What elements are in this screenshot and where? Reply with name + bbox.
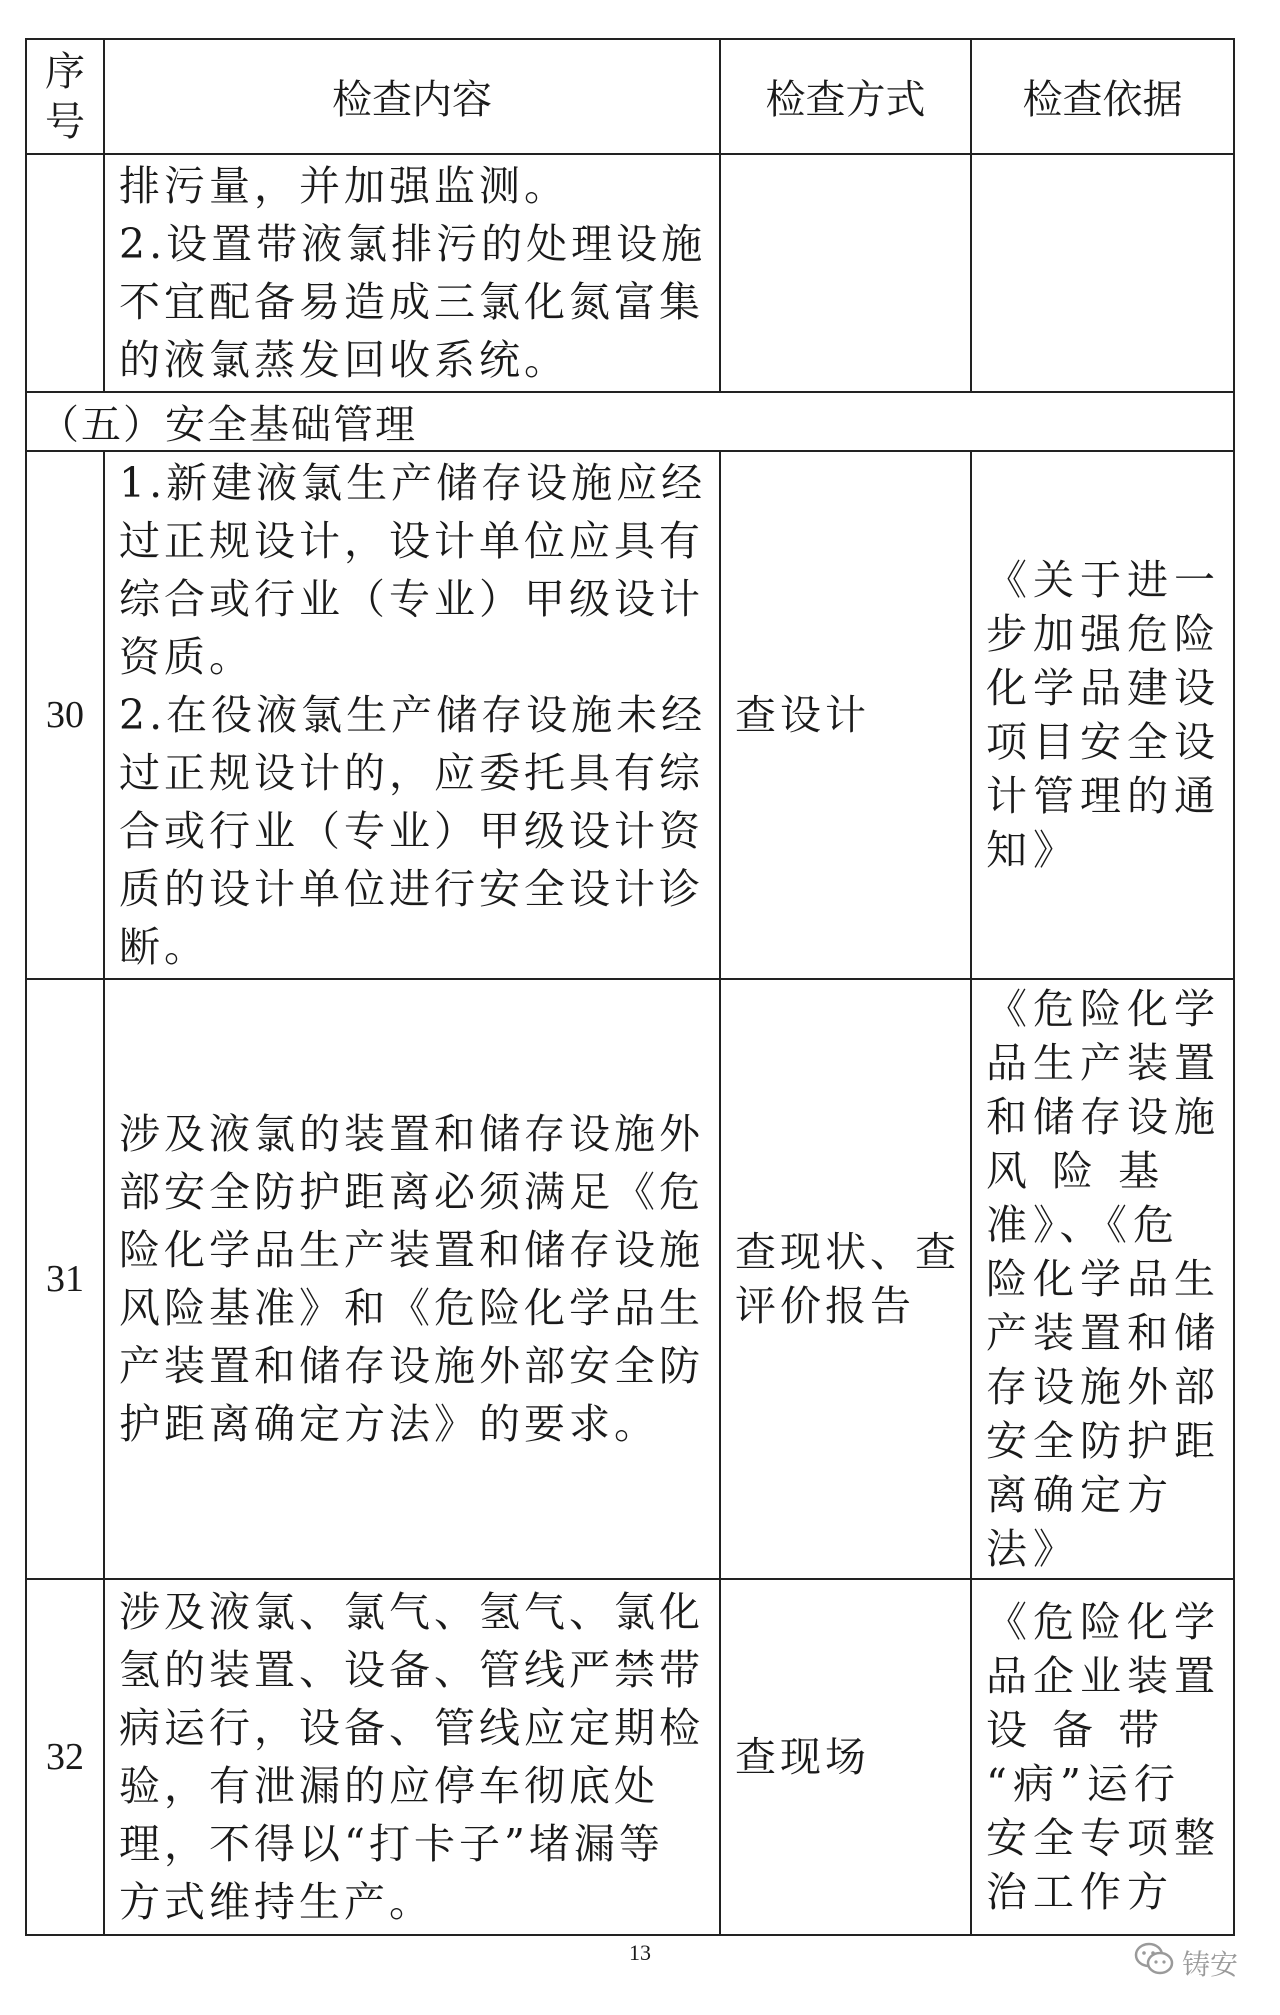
row-basis: 《危险化学 品生产装置 和储存设施 风 险 基 准》、《危 险化学品生 产装置和储 存设施外部 安全防护距 离确定方 法》: [971, 979, 1234, 1579]
page-number: 13: [629, 1940, 651, 1965]
table-row: [26, 451, 1234, 979]
table-row: [26, 979, 1234, 1579]
header-method: 检查方式: [720, 39, 971, 154]
row-content: 1.新建液氯生产储存设施应经 过正规设计，设计单位应具有 综合或行业（专业）甲级设计 资质。 2.在役液氯生产储存设施未经 过正规设计的，应委托具有综 合或行业（专业）甲级设计资 质的设计单位进行安全设计诊 断。: [104, 451, 720, 979]
watermark: [1134, 1942, 1238, 1983]
row-method: 查设计: [720, 451, 971, 979]
continuation-method: [720, 154, 971, 392]
row-basis: 《危险化学 品企业装置 设 备 带 “病”运行 安全专项整 治工作方: [971, 1579, 1234, 1935]
table-row: [26, 1579, 1234, 1935]
row-basis: 《关于进一 步加强危险 化学品建设 项目安全设 计管理的通 知》: [971, 451, 1234, 979]
header-content: 检查内容: [104, 39, 720, 154]
row-number: 30: [26, 451, 104, 979]
row-method: 查现场: [720, 1579, 971, 1935]
row-number: 32: [26, 1579, 104, 1935]
section-title: （五）安全基础管理: [26, 392, 1234, 451]
continuation-number: [26, 154, 104, 392]
row-content: 涉及液氯、氯气、氢气、氯化 氢的装置、设备、管线严禁带 病运行，设备、管线应定期检 验，有泄漏的应停车彻底处 理，不得以“打卡子”堵漏等 方式维持生产。: [104, 1579, 720, 1935]
row-content: 涉及液氯的装置和储存设施外 部安全防护距离必须满足《危 险化学品生产装置和储存设施 风险基准》和《危险化学品生 产装置和储存设施外部安全防 护距离确定方法》的要求。: [104, 979, 720, 1579]
watermark-text: 铸安: [1181, 1947, 1238, 1981]
row-method: 查现状、查 评价报告: [720, 979, 971, 1579]
row-number: 31: [26, 979, 104, 1579]
continuation-row: [26, 154, 1234, 392]
inspection-table: [25, 38, 1235, 1936]
continuation-basis: [971, 154, 1234, 392]
wechat-icon: [1134, 1942, 1174, 1983]
header-number: 序 号: [26, 39, 104, 154]
header-row: [26, 39, 1234, 154]
section-row: [26, 392, 1234, 451]
header-basis: 检查依据: [971, 39, 1234, 154]
continuation-content: 排污量，并加强监测。 2.设置带液氯排污的处理设施 不宜配备易造成三氯化氮富集 的液氯蒸发回收系统。: [104, 154, 720, 392]
